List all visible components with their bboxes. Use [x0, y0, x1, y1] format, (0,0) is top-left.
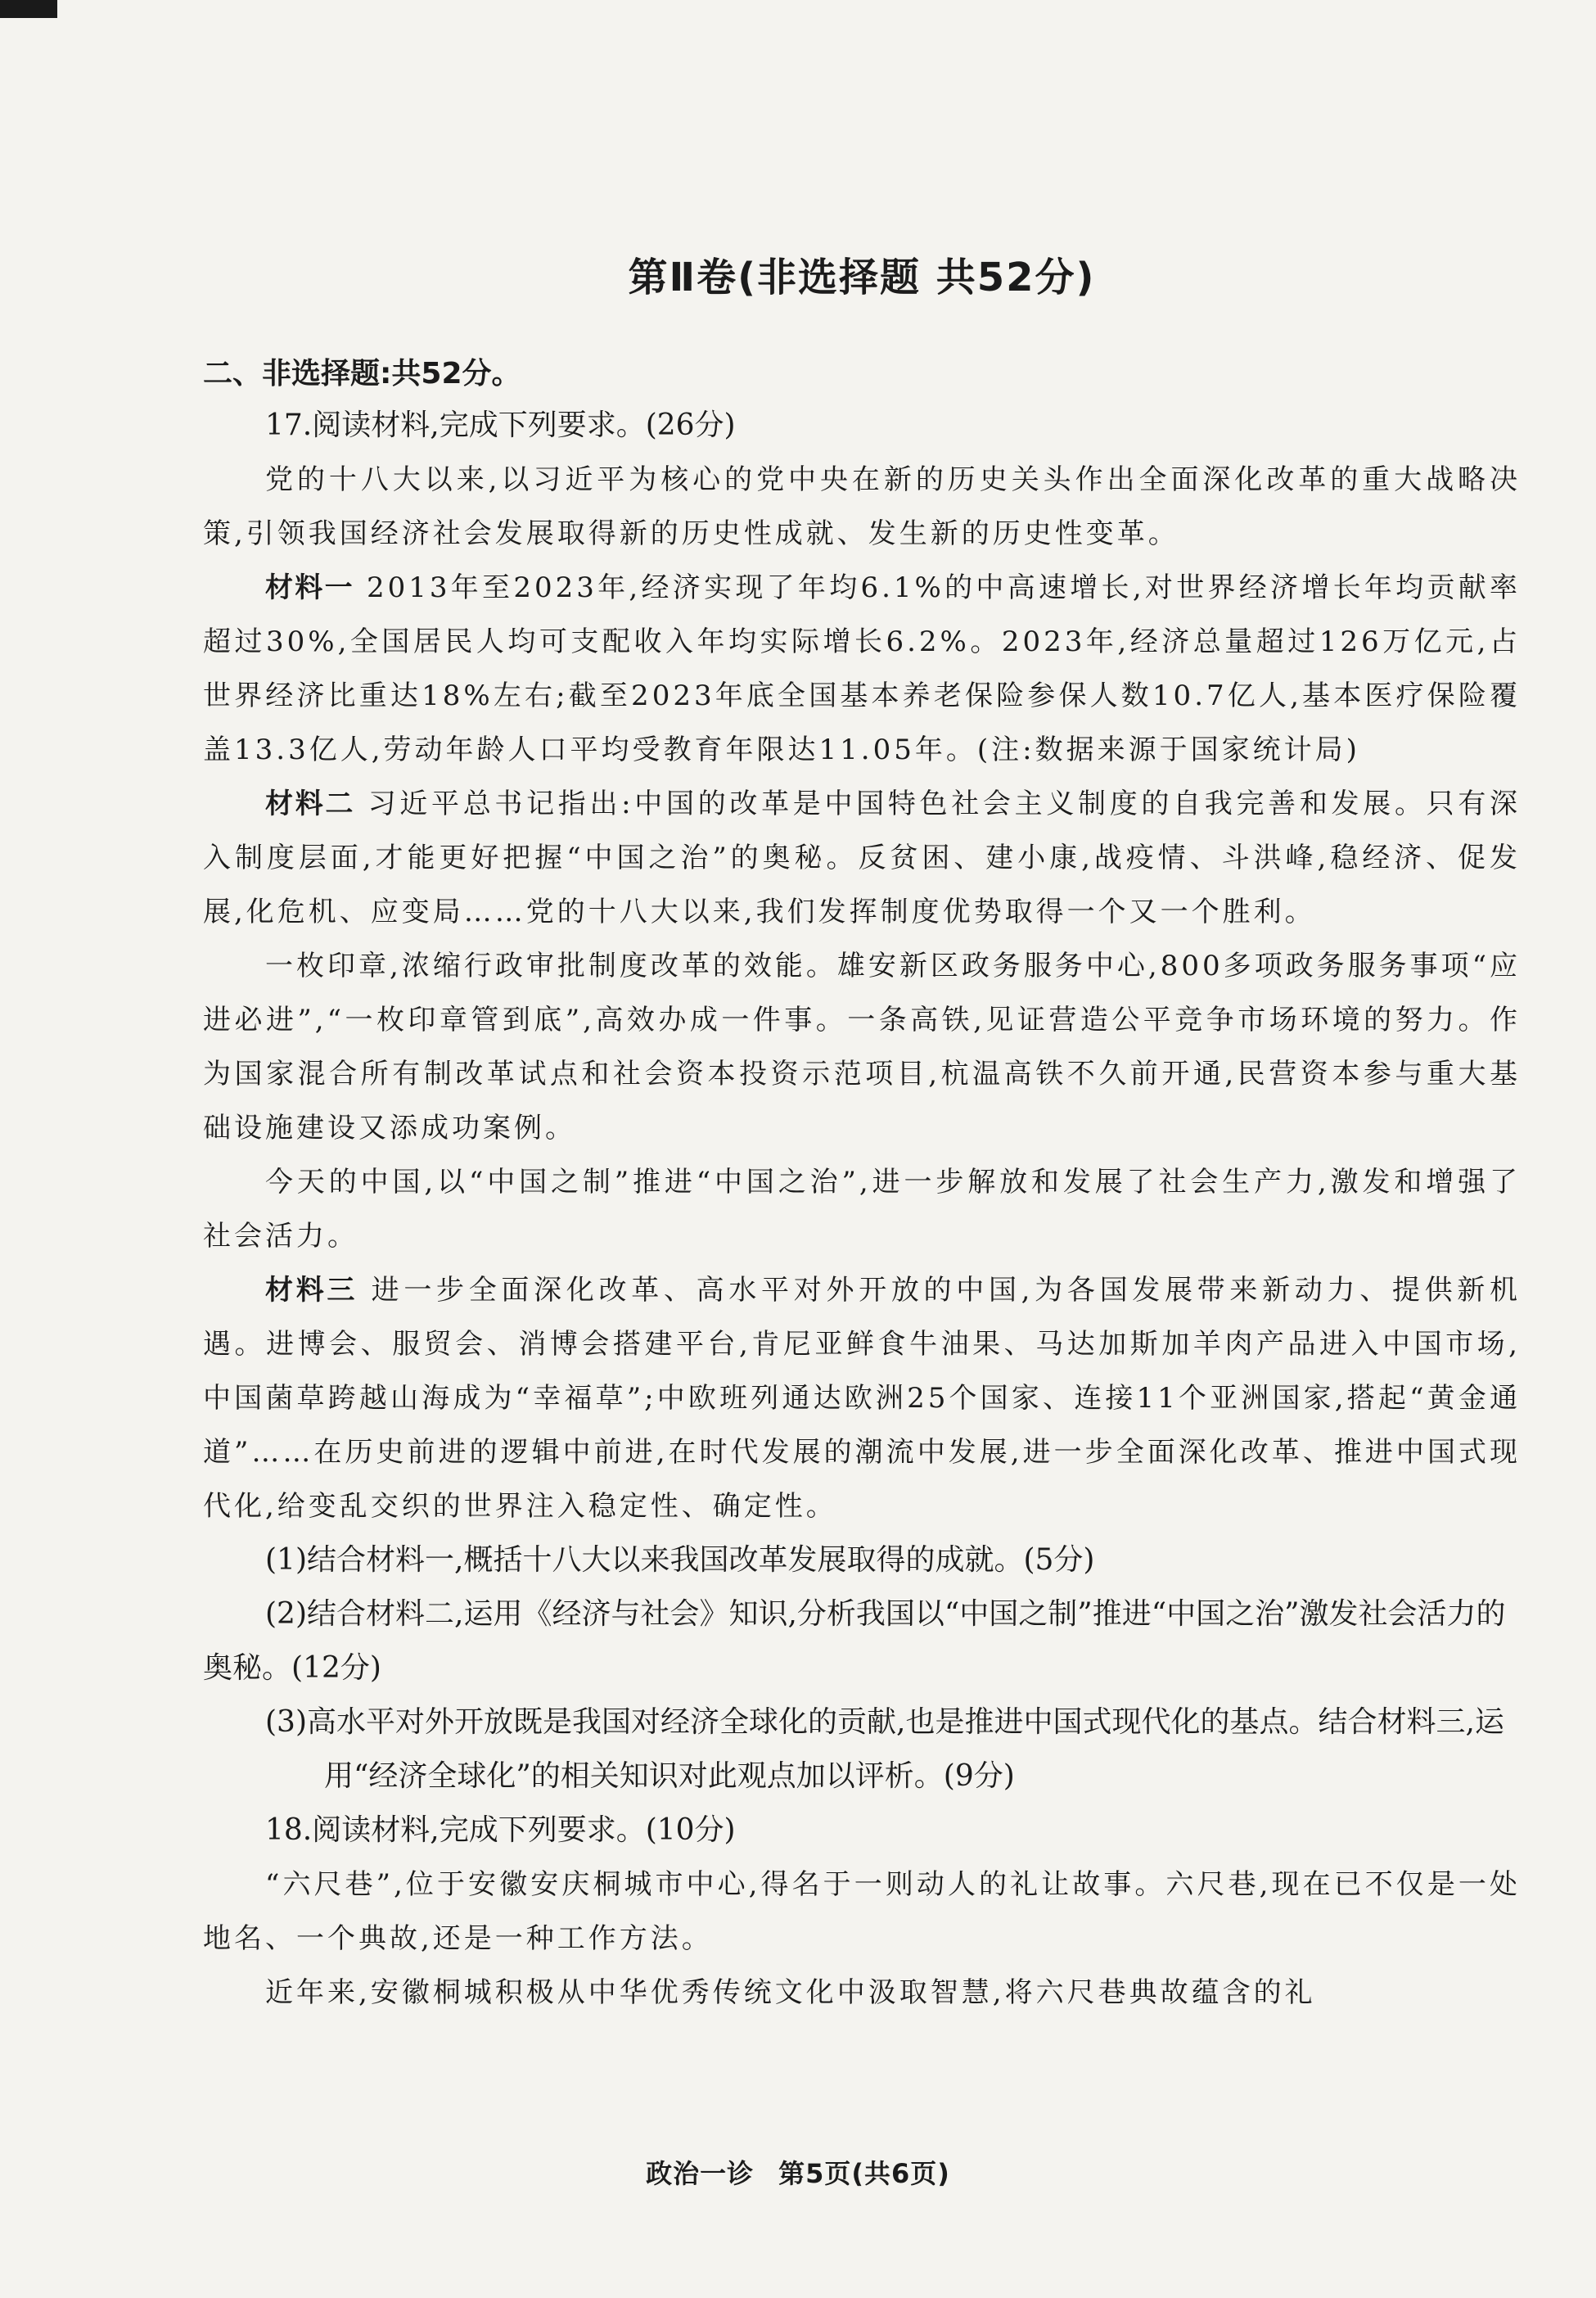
material-2 [203, 777, 1521, 939]
material-1 [203, 561, 1521, 777]
section-heading: 二、非选择题:共52分。 [203, 357, 521, 391]
material-2-text: 习近平总书记指出:中国的改革是中国特色社会主义制度的自我完善和发展。只有深入制度层面,才能更好把握“中国之治”的奥秘。反贫困、建小康,战疫情、斗洪峰,稳经济、促发展,化危机、应变局……党的十八大以来,我们发挥制度优势取得一个又一个胜利。 [203, 788, 1522, 928]
footer-subject: 政治一诊 [646, 2158, 755, 2189]
question-18-paragraph-2: 近年来,安徽桐城积极从中华优秀传统文化中汲取智慧,将六尺巷典故蕴含的礼 [265, 1976, 1316, 2009]
material-3-text: 进一步全面深化改革、高水平对外开放的中国,为各国发展带来新动力、提供新机遇。进博会、服贸会、消博会搭建平台,肯尼亚鲜食牛油果、马达加斯加羊肉产品进入中国市场,中国菌草跨越山海成为“幸福草”;中欧班列通达欧洲25个国家、连接11个亚洲国家,搭起“黄金通道”……在历史前进的逻辑中前进,在时代发展的潮流中发展,进一步全面深化改革、推进中国式现代化,给变乱交织的世界注入稳定性、确定性。 [203, 1274, 1521, 1523]
material-2-paragraph-3: 今天的中国,以“中国之制”推进“中国之治”,进一步解放和发展了社会生产力,激发和增强了社会活力。 [203, 1166, 1521, 1253]
material-3-label: 材料三 [265, 1274, 358, 1307]
material-3 [203, 1263, 1521, 1533]
question-18-paragraph-1: “六尺巷”,位于安徽安庆桐城市中心,得名于一则动人的礼让故事。六尺巷,现在已不仅是一处地名、一个典故,还是一种工作方法。 [203, 1868, 1521, 1955]
material-1-text: 2013年至2023年,经济实现了年均6.1%的中高速增长,对世界经济增长年均贡献率超过30%,全国居民人均可支配收入年均实际增长6.2%。2023年,经济总量超过126万亿元,占世界经济比重达18%左右;截至2023年底全国基本养老保险参保人数10.7亿人,基本医疗保险覆盖13.3亿人,劳动年龄人口平均受教育年限达11.05年。(注:数据来源于国家统计局) [203, 571, 1522, 766]
volume-title: 第Ⅱ卷(非选择题 共52分) [628, 255, 1096, 300]
page-footer [0, 2153, 1596, 2191]
question-17-stem: 17.阅读材料,完成下列要求。(26分) [265, 409, 736, 442]
question-17-sub-3: (3)高水平对外开放既是我国对经济全球化的贡献,也是推进中国式现代化的基点。结合材料三,运用“经济全球化”的相关知识对此观点加以评析。(9分) [265, 1705, 1504, 1793]
scan-corner-mark [0, 0, 57, 18]
material-1-label: 材料一 [265, 571, 354, 604]
material-2-label: 材料二 [265, 788, 356, 820]
exam-page [203, 246, 1521, 2020]
material-2-paragraph-2: 一枚印章,浓缩行政审批制度改革的效能。雄安新区政务服务中心,800多项政务服务事项“应进必进”,“一枚印章管到底”,高效办成一件事。一条高铁,见证营造公平竞争市场环境的努力。作为国家混合所有制改革试点和社会资本投资示范项目,杭温高铁不久前开通,民营资本参与重大基础设施建设又添成功案例。 [203, 950, 1521, 1144]
footer-page-number: 第5页(共6页) [778, 2158, 950, 2189]
question-18-stem: 18.阅读材料,完成下列要求。(10分) [265, 1813, 736, 1847]
question-17-sub-1: (1)结合材料一,概括十八大以来我国改革发展取得的成就。(5分) [265, 1543, 1095, 1577]
question-17-sub-2: (2)结合材料二,运用《经济与社会》知识,分析我国以“中国之制”推进“中国之治”激发社会活力的奥秘。(12分) [203, 1597, 1506, 1685]
question-17-intro: 党的十八大以来,以习近平为核心的党中央在新的历史关头作出全面深化改革的重大战略决策,引领我国经济社会发展取得新的历史性成就、发生新的历史性变革。 [203, 463, 1521, 550]
